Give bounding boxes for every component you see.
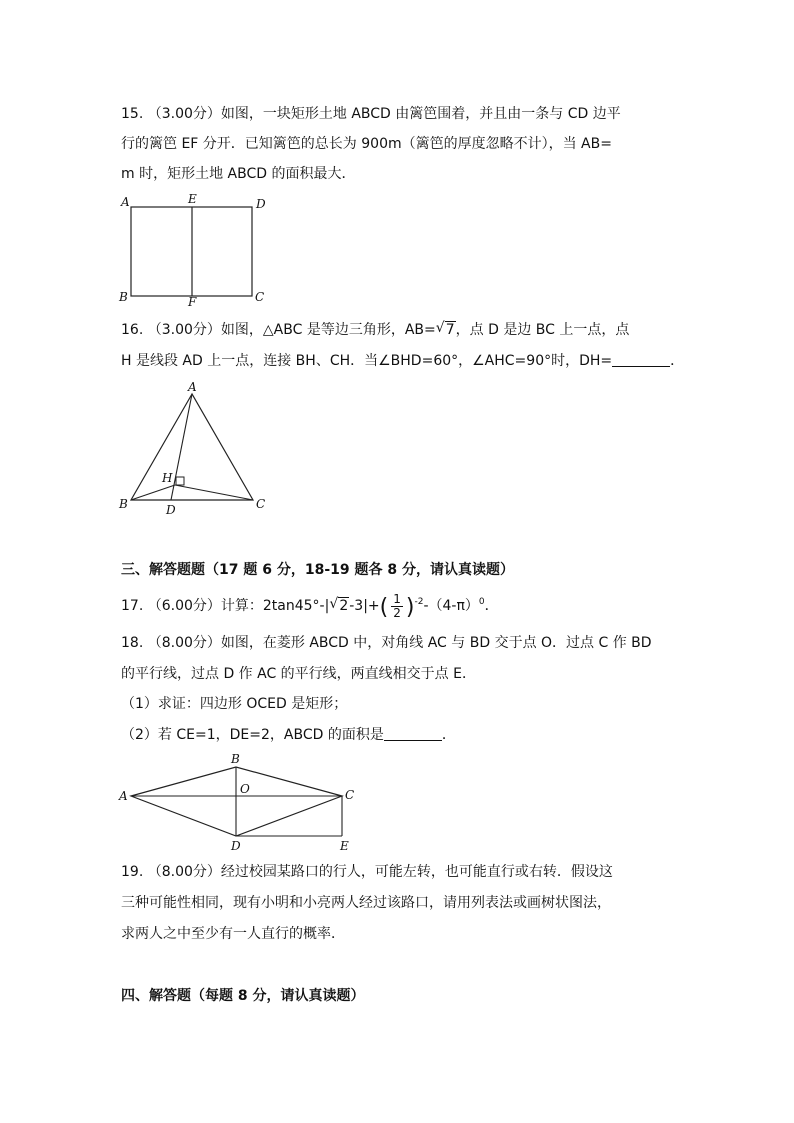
- q17-prefix: 17. （6.00分）计算：2tan45°-|: [121, 598, 330, 614]
- label-c: C: [256, 497, 266, 511]
- q18-part-2-text: （2）若 CE=1，DE=2，ABCD 的面积是: [121, 727, 384, 743]
- q15-line-3: m 时，矩形土地 ABCD 的面积最大．: [121, 166, 356, 182]
- q18-part-2-end: ．: [441, 727, 456, 743]
- exponent-neg-two: -2: [414, 597, 424, 607]
- q16-line-1-start: 16. （3.00分）如图，△ABC 是等边三角形，AB=: [121, 322, 436, 338]
- q19-line-2: 三种可能性相同，现有小明和小亮两人经过该路口，请用列表法或画树状图法，: [121, 895, 611, 911]
- sqrt-seven-radicand: 7: [445, 322, 455, 338]
- label-e: E: [188, 192, 197, 206]
- q17-end: ．: [484, 598, 499, 614]
- q15-line-2: 行的篱笆 EF 分开．已知篱笆的总长为 900m（篱笆的厚度忽略不计），当 AB=: [121, 136, 612, 152]
- sqrt-two-radicand: 2: [339, 598, 349, 614]
- label-f: F: [188, 295, 197, 309]
- left-paren: (: [379, 595, 389, 620]
- label-c: C: [345, 788, 355, 802]
- label-c: C: [255, 290, 265, 304]
- label-h: H: [162, 471, 173, 485]
- label-b: B: [231, 752, 240, 766]
- label-d: D: [231, 839, 241, 853]
- label-d: D: [256, 197, 266, 211]
- q19-line-1: 19. （8.00分）经过校园某路口的行人，可能左转，也可能直行或右转．假设这: [121, 864, 613, 880]
- q16-line-2-end: ．: [670, 353, 685, 369]
- section-3-heading: 三、解答题题（17 题 6 分，18-19 题各 8 分，请认真读题）: [121, 562, 514, 578]
- q16-line-1-end: ，点 D 是边 BC 上一点，点: [455, 322, 630, 338]
- label-o: O: [240, 782, 250, 796]
- q17-tail: -（4-π）: [423, 598, 479, 614]
- label-a: A: [188, 380, 197, 394]
- exponent-zero: 0: [478, 597, 485, 607]
- label-a: A: [121, 195, 130, 209]
- fraction-numerator: 1: [393, 591, 401, 606]
- q19-line-3: 求两人之中至少有一人直行的概率．: [121, 926, 345, 942]
- q15-line-1: 15. （3.00分）如图，一块矩形土地 ABCD 由篱笆围着，并且由一条与 CD 边平: [121, 106, 621, 122]
- q17-mid: -3|+: [349, 598, 380, 614]
- fraction-denominator: 2: [393, 605, 401, 620]
- label-b: B: [119, 497, 128, 511]
- q18-line-2: 的平行线，过点 D 作 AC 的平行线，两直线相交于点 E．: [121, 666, 476, 682]
- right-paren: ): [405, 595, 415, 620]
- q18-line-1: 18. （8.00分）如图，在菱形 ABCD 中，对角线 AC 与 BD 交于点 O．过点 C 作 BD: [121, 635, 652, 651]
- label-a: A: [119, 789, 128, 803]
- q18-part-1: （1）求证：四边形 OCED 是矩形；: [121, 696, 348, 712]
- label-d: D: [166, 503, 176, 517]
- q16-line-2-text: H 是线段 AD 上一点，连接 BH、CH．当∠BHD=60°，∠AHC=90°时，DH=: [121, 353, 613, 369]
- label-e: E: [340, 839, 349, 853]
- section-4-heading: 四、解答题（每题 8 分，请认真读题）: [121, 988, 365, 1004]
- label-b: B: [119, 290, 128, 304]
